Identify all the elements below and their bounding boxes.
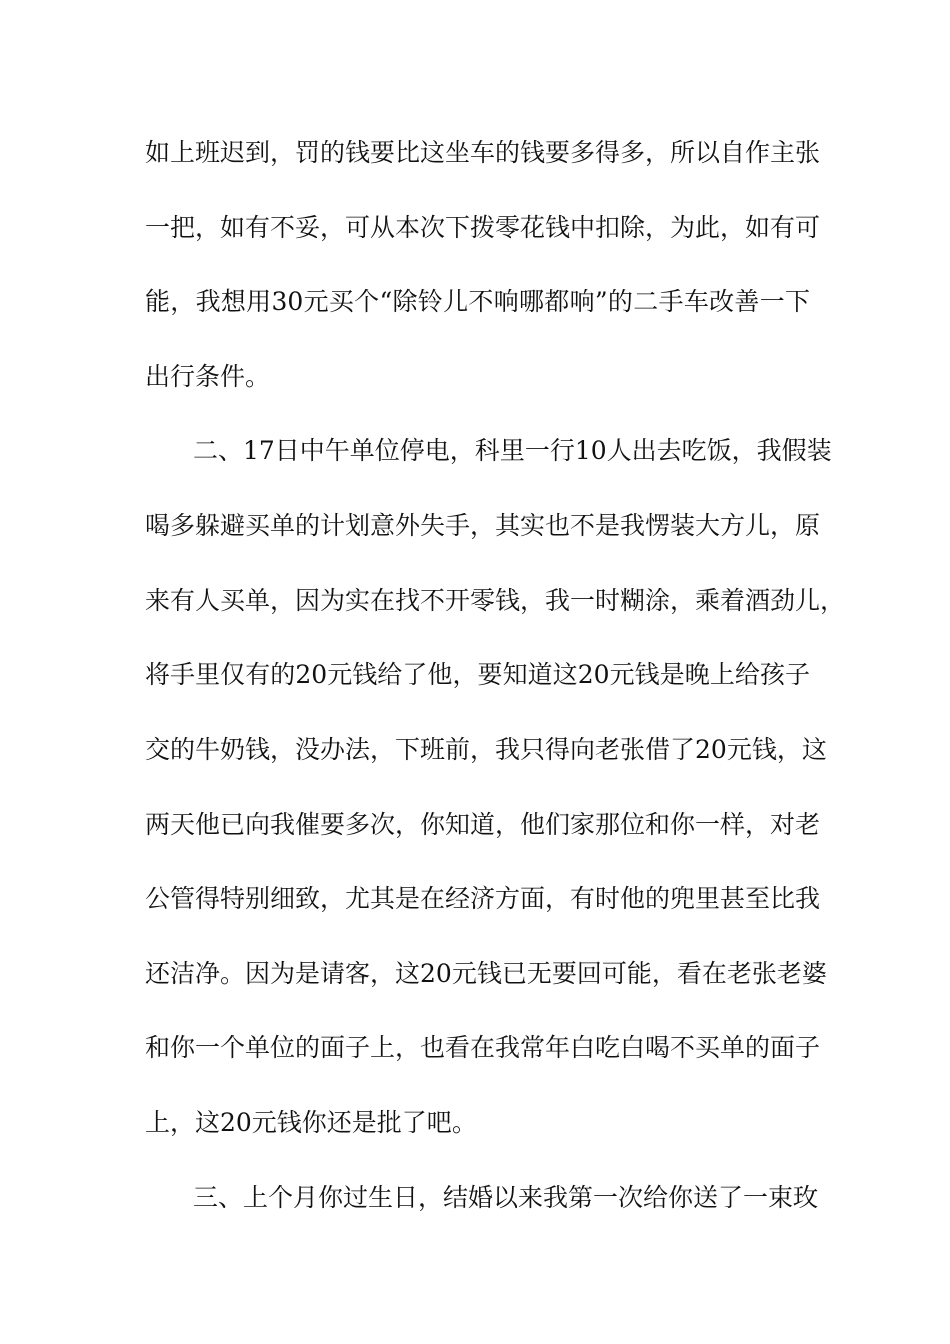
text-line: 如上班迟到，罚的钱要比这坐车的钱要多得多，所以自作主张 [145, 138, 821, 167]
text-line: 将手里仅有的20元钱给了他，要知道这20元钱是晚上给孩子 [145, 660, 810, 689]
text-line: 喝多躲避买单的计划意外失手，其实也不是我愣装大方儿，原 [145, 511, 821, 540]
text-line: 一把，如有不妥，可从本次下拨零花钱中扣除，为此，如有可 [145, 213, 821, 242]
text-line: 交的牛奶钱，没办法，下班前，我只得向老张借了20元钱，这 [145, 735, 827, 764]
text-line: 两天他已向我催要多次，你知道，他们家那位和你一样，对老 [145, 810, 821, 839]
text-line: 和你一个单位的面子上，也看在我常年白吃白喝不买单的面子 [145, 1033, 821, 1062]
text-line: 能，我想用30元买个“除铃儿不响哪都响”的二手车改善一下 [145, 287, 810, 316]
text-line: 出行条件。 [145, 362, 271, 391]
text-line: 来有人买单，因为实在找不开零钱，我一时糊涂，乘着酒劲儿， [145, 586, 846, 615]
paragraph-start-line: 二、17日中午单位停电，科里一行10人出去吃饭，我假装 [193, 436, 832, 465]
text-line: 公管得特别细致，尤其是在经济方面，有时他的兜里甚至比我 [145, 884, 821, 913]
text-line: 还洁净。因为是请客，这20元钱已无要回可能，看在老张老婆 [145, 959, 827, 988]
paragraph-start-line: 三、上个月你过生日，结婚以来我第一次给你送了一束玫 [193, 1183, 819, 1212]
text-line: 上，这20元钱你还是批了吧。 [145, 1108, 477, 1137]
